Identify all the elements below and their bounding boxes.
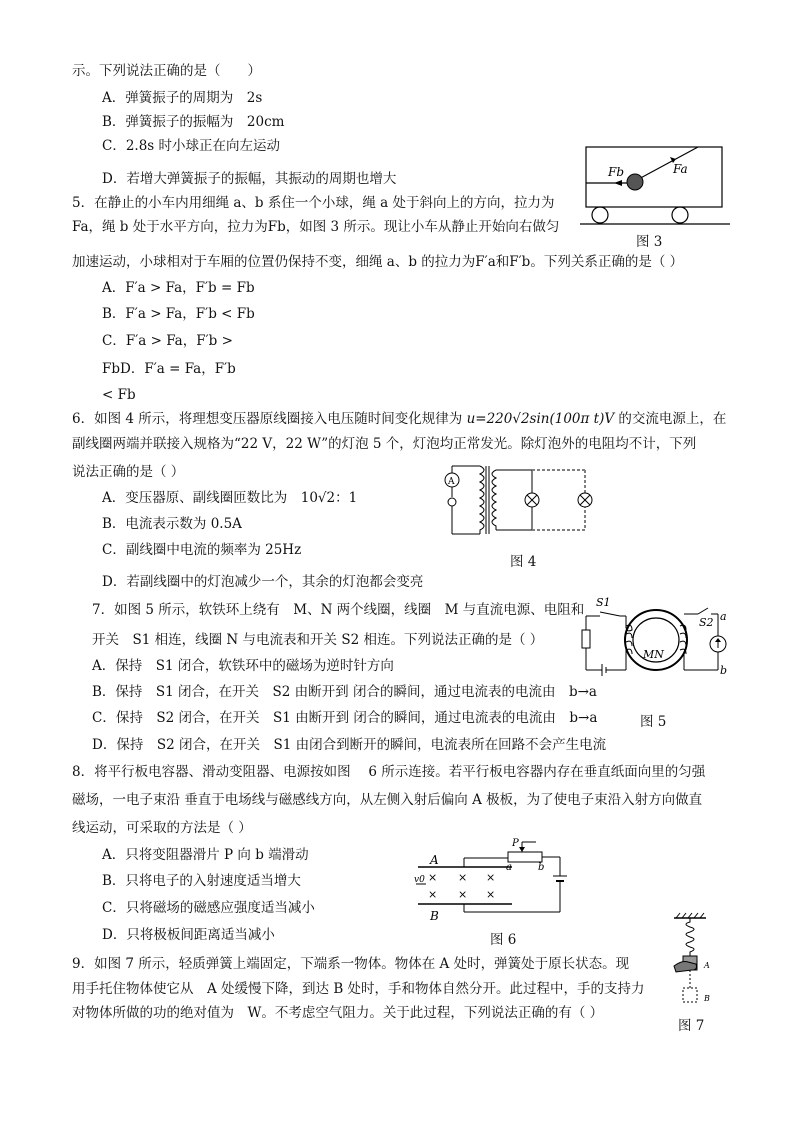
q5-line1: 5．在静止的小车内用细绳 a、b 系住一个小球，绳 a 处于斜向上的方向，拉力为 bbox=[72, 195, 555, 211]
q7-line1: 7．如图 5 所示，软铁环上绕有 M、N 两个线圈，线圈 M 与直流电源、电阻和 bbox=[92, 602, 585, 618]
q8-option-b: B．只将电子的入射速度适当增大 bbox=[102, 873, 301, 889]
figure-7-spring bbox=[668, 912, 728, 1012]
q6-line1 bbox=[72, 410, 726, 428]
fig6-B: B bbox=[430, 909, 439, 923]
fig6-P: P bbox=[512, 838, 519, 849]
q4-option-a: A．弹簧振子的周期为 2s bbox=[102, 90, 263, 106]
fig5-caption: 图 5 bbox=[640, 714, 667, 730]
q4-stem: 示。下列说法正确的是（ ） bbox=[72, 63, 261, 79]
svg-text:×: × bbox=[486, 871, 496, 884]
q6-line1-start: 6．如图 4 所示，将理想变压器原线圈接入电压随时间变化规律为 bbox=[72, 411, 463, 427]
svg-text:×: × bbox=[458, 888, 468, 901]
fig5-s1: S1 bbox=[596, 596, 611, 609]
fig4-caption: 图 4 bbox=[510, 554, 537, 570]
fig5-b: b bbox=[720, 664, 728, 677]
q6-line3: 说法正确的是（ ） bbox=[72, 464, 185, 480]
fig5-s2: S2 bbox=[699, 616, 714, 629]
fig3-caption: 图 3 bbox=[636, 234, 663, 250]
fig6-caption: 图 6 bbox=[490, 932, 517, 948]
q7-option-b: B．保持 S1 闭合，在开关 S2 由断开到 闭合的瞬间，通过电流表的电流由 b→a bbox=[92, 684, 597, 700]
fig6-A: A bbox=[430, 853, 439, 867]
q5-option-a: A．F′a > Fa，F′b = Fb bbox=[102, 280, 255, 296]
q8-option-c: C．只将磁场的磁感应强度适当减小 bbox=[102, 900, 315, 916]
q5-line3: 加速运动，小球相对于车厢的位置仍保持不变，细绳 a、b 的拉力为F′a和F′b。下列关系正确的是（ ） bbox=[72, 254, 684, 270]
q8-line3: 线运动，可采取的方法是（ ） bbox=[72, 820, 252, 836]
figure-6-capacitor bbox=[412, 834, 572, 926]
q9-line1: 9．如图 7 所示，轻质弹簧上端固定，下端系一物体。物体在 A 处时，弹簧处于原长状态。现 bbox=[72, 956, 630, 972]
figure-4-transformer bbox=[440, 462, 610, 542]
fig3-label-fb: Fb bbox=[608, 165, 625, 179]
q4-option-d: D．若增大弹簧振子的振幅，其振动的周期也增大 bbox=[102, 171, 397, 187]
fig6-a: a bbox=[506, 862, 512, 873]
q9-line2: 用手托住物体使它从 A 处缓慢下降，到达 B 处时，手和物体自然分开。此过程中，手的支持力 bbox=[72, 981, 645, 997]
q5-option-d-cont: < Fb bbox=[102, 387, 136, 403]
q5-option-b: B．F′a > Fa，F′b < Fb bbox=[102, 306, 255, 322]
q7-line2: 开关 S1 相连，线圈 N 与电流表和开关 S2 相连。下列说法正确的是（ ） bbox=[92, 632, 544, 648]
q5-option-c-cont: FbD．F′a = Fa，F′b bbox=[102, 361, 236, 377]
fig7-A: A bbox=[704, 961, 710, 970]
svg-text:×: × bbox=[458, 871, 468, 884]
q5-option-c: C．F′a > Fa，F′b > bbox=[102, 333, 233, 349]
q6-option-b: B．电流表示数为 0.5A bbox=[102, 516, 242, 532]
q6-option-d: D．若副线圈中的灯泡减少一个，其余的灯泡都会变亮 bbox=[102, 574, 424, 590]
q5-line2: Fa，绳 b 处于水平方向，拉力为Fb，如图 3 所示。现让小车从静止开始向右做匀 bbox=[72, 219, 560, 235]
q8-line2: 磁场，一电子束沿 垂直于电场线与磁感线方向，从左侧入射后偏向 A 极板，为了使电子束沿入射方向做直 bbox=[72, 792, 703, 808]
q8-line1: 8．将平行板电容器、滑动变阻器、电源按如图 6 所示连接。若平行板电容器内存在垂直纸面向里的匀强 bbox=[72, 764, 706, 780]
q8-option-d: D．只将极板间距离适当减小 bbox=[102, 927, 275, 943]
fig5-mn: MN bbox=[643, 648, 664, 661]
q4-option-b: B．弹簧振子的振幅为 20cm bbox=[102, 114, 285, 130]
fig6-v0: v0 bbox=[414, 875, 425, 885]
figure-5-iron-ring bbox=[580, 594, 730, 684]
q7-option-a: A．保持 S1 闭合，软铁环中的磁场为逆时针方向 bbox=[92, 658, 394, 674]
q9-line3: 对物体所做的功的绝对值为 W。不考虑空气阻力。关于此过程，下列说法正确的有（ ） bbox=[72, 1005, 604, 1021]
q6-option-a: A．变压器原、副线圈匝数比为 10√2：1 bbox=[102, 490, 358, 506]
q8-option-a: A．只将变阻器滑片 P 向 b 端滑动 bbox=[102, 847, 309, 863]
fig4-ammeter-label: A bbox=[448, 477, 455, 487]
q6-line1-end: 的交流电源上，在 bbox=[618, 411, 727, 427]
fig5-a: a bbox=[720, 610, 727, 623]
fig7-B: B bbox=[704, 994, 710, 1003]
fig7-caption: 图 7 bbox=[678, 1018, 705, 1034]
q6-formula: u=220√2sin(100π t)V bbox=[466, 411, 615, 427]
q7-option-d: D．保持 S2 闭合，在开关 S1 由闭合到断开的瞬间，电流表所在回路不会产生电流 bbox=[92, 737, 607, 753]
q4-option-c: C．2.8s 时小球正在向左运动 bbox=[102, 138, 281, 154]
fig6-b: b bbox=[538, 862, 545, 873]
svg-text:×: × bbox=[486, 888, 496, 901]
q6-option-c: C．副线圈中电流的频率为 25Hz bbox=[102, 542, 302, 558]
q6-line2: 副线圈两端并联接入规格为“22 V，22 W”的灯泡 5 个，灯泡均正常发光。除灯泡外的电阻均不计，下列 bbox=[72, 436, 697, 452]
svg-text:×: × bbox=[428, 888, 438, 901]
svg-text:×: × bbox=[428, 871, 438, 884]
q7-option-c: C．保持 S2 闭合，在开关 S1 由断开到 闭合的瞬间，通过电流表的电流由 b→a bbox=[92, 710, 598, 726]
fig3-label-fa: Fa bbox=[673, 162, 688, 176]
